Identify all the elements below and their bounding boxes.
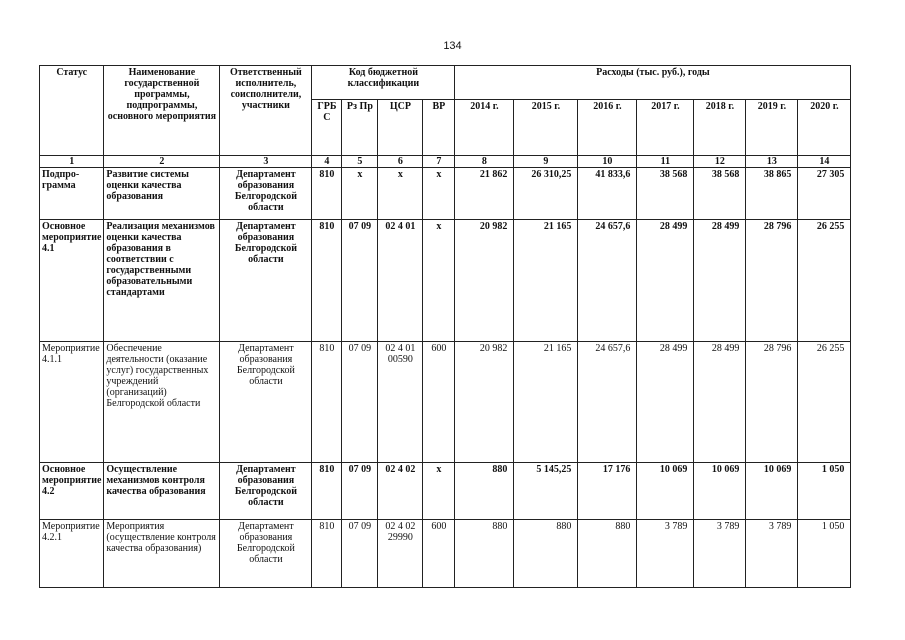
row-value: 24 657,6: [578, 220, 637, 342]
row-executor: Департамент образования Белгородской области: [220, 520, 312, 588]
row-status: Подпро-грамма: [40, 168, 104, 220]
row-grbs: 810: [312, 168, 342, 220]
row-value: 10 069: [694, 463, 746, 520]
row-csr: 02 4 02 29990: [378, 520, 423, 588]
column-number: 3: [220, 156, 312, 168]
row-name: Осуществление механизмов контроля качества образования: [104, 463, 220, 520]
column-number: 9: [514, 156, 578, 168]
row-value: 21 165: [514, 342, 578, 463]
column-number: 4: [312, 156, 342, 168]
page-number: 134: [443, 40, 462, 52]
row-value: 24 657,6: [578, 342, 637, 463]
row-value: 880: [578, 520, 637, 588]
row-csr: 02 4 01: [378, 220, 423, 342]
row-value: 3 789: [746, 520, 798, 588]
row-name: Мероприятия (осуществление контроля качества образования): [104, 520, 220, 588]
column-number: 13: [746, 156, 798, 168]
row-value: 28 499: [694, 342, 746, 463]
row-value: 28 499: [694, 220, 746, 342]
row-vr: 600: [423, 342, 455, 463]
row-value: 21 862: [455, 168, 514, 220]
row-rzpr: 07 09: [342, 463, 378, 520]
row-value: 880: [455, 463, 514, 520]
row-value: 3 789: [694, 520, 746, 588]
row-rzpr: 07 09: [342, 520, 378, 588]
row-value: 27 305: [798, 168, 851, 220]
row-value: 10 069: [637, 463, 694, 520]
header-year: 2015 г.: [514, 100, 578, 156]
header-budget-code: Код бюджетной классификации: [312, 66, 455, 100]
row-value: 26 255: [798, 342, 851, 463]
table-row-main-activity-4-2: [40, 463, 851, 520]
column-number: 2: [104, 156, 220, 168]
row-value: 20 982: [455, 342, 514, 463]
row-status: Основное мероприятие 4.2: [40, 463, 104, 520]
header-year: 2017 г.: [637, 100, 694, 156]
row-grbs: 810: [312, 520, 342, 588]
row-executor: Департамент образования Белгородской области: [220, 463, 312, 520]
row-value: 20 982: [455, 220, 514, 342]
row-value: 5 145,25: [514, 463, 578, 520]
row-value: 880: [455, 520, 514, 588]
header-executor: Ответственный исполнитель, соисполнители, участники: [220, 66, 312, 156]
header-csr: ЦСР: [378, 100, 423, 156]
row-value: 1 050: [798, 520, 851, 588]
column-number: 11: [637, 156, 694, 168]
row-value: 26 310,25: [514, 168, 578, 220]
row-csr: 02 4 02: [378, 463, 423, 520]
row-value: 3 789: [637, 520, 694, 588]
row-name: Обеспечение деятельности (оказание услуг) государственных учреждений (организаций) Белгородской области: [104, 342, 220, 463]
row-value: 28 796: [746, 220, 798, 342]
row-value: 17 176: [578, 463, 637, 520]
header-year: 2018 г.: [694, 100, 746, 156]
row-vr: х: [423, 220, 455, 342]
table-row-subprogram: [40, 168, 851, 220]
column-number: 1: [40, 156, 104, 168]
row-vr: х: [423, 463, 455, 520]
row-name: Реализация механизмов оценки качества образования в соответствии с государственными образовательными стандартами: [104, 220, 220, 342]
row-value: 26 255: [798, 220, 851, 342]
row-rzpr: х: [342, 168, 378, 220]
row-vr: 600: [423, 520, 455, 588]
header-year: 2020 г.: [798, 100, 851, 156]
row-csr: х: [378, 168, 423, 220]
row-value: 38 568: [637, 168, 694, 220]
row-status: Основное мероприятие 4.1: [40, 220, 104, 342]
row-rzpr: 07 09: [342, 220, 378, 342]
row-executor: Департамент образования Белгородской области: [220, 342, 312, 463]
table-row-activity-4-1-1: [40, 342, 851, 463]
row-grbs: 810: [312, 220, 342, 342]
column-number: 8: [455, 156, 514, 168]
column-number: 14: [798, 156, 851, 168]
table-row-main-activity-4-1: [40, 220, 851, 342]
row-value: 1 050: [798, 463, 851, 520]
row-csr: 02 4 01 00590: [378, 342, 423, 463]
row-value: 10 069: [746, 463, 798, 520]
header-grbs: ГРБ С: [312, 100, 342, 156]
row-executor: Департамент образования Белгородской области: [220, 220, 312, 342]
row-status: Мероприятие 4.1.1: [40, 342, 104, 463]
header-year: 2019 г.: [746, 100, 798, 156]
row-value: 28 499: [637, 342, 694, 463]
row-value: 41 833,6: [578, 168, 637, 220]
column-number: 7: [423, 156, 455, 168]
row-value: 38 865: [746, 168, 798, 220]
row-value: 28 499: [637, 220, 694, 342]
column-number-row: [40, 156, 851, 168]
row-executor: Департамент образования Белгородской области: [220, 168, 312, 220]
header-expenses: Расходы (тыс. руб.), годы: [455, 66, 851, 100]
row-vr: х: [423, 168, 455, 220]
header-name: Наименование государственной программы, подпрограммы, основного мероприятия: [104, 66, 220, 156]
header-status: Статус: [40, 66, 104, 156]
header-year: 2014 г.: [455, 100, 514, 156]
row-rzpr: 07 09: [342, 342, 378, 463]
header-vr: ВР: [423, 100, 455, 156]
header-rzpr: Рз Пр: [342, 100, 378, 156]
header-year: 2016 г.: [578, 100, 637, 156]
row-value: 880: [514, 520, 578, 588]
column-number: 12: [694, 156, 746, 168]
row-status: Мероприятие 4.2.1: [40, 520, 104, 588]
budget-table: [39, 65, 851, 588]
row-value: 38 568: [694, 168, 746, 220]
row-value: 28 796: [746, 342, 798, 463]
column-number: 5: [342, 156, 378, 168]
column-number: 6: [378, 156, 423, 168]
row-grbs: 810: [312, 463, 342, 520]
row-name: Развитие системы оценки качества образования: [104, 168, 220, 220]
column-number: 10: [578, 156, 637, 168]
row-value: 21 165: [514, 220, 578, 342]
table-row-activity-4-2-1: [40, 520, 851, 588]
row-grbs: 810: [312, 342, 342, 463]
